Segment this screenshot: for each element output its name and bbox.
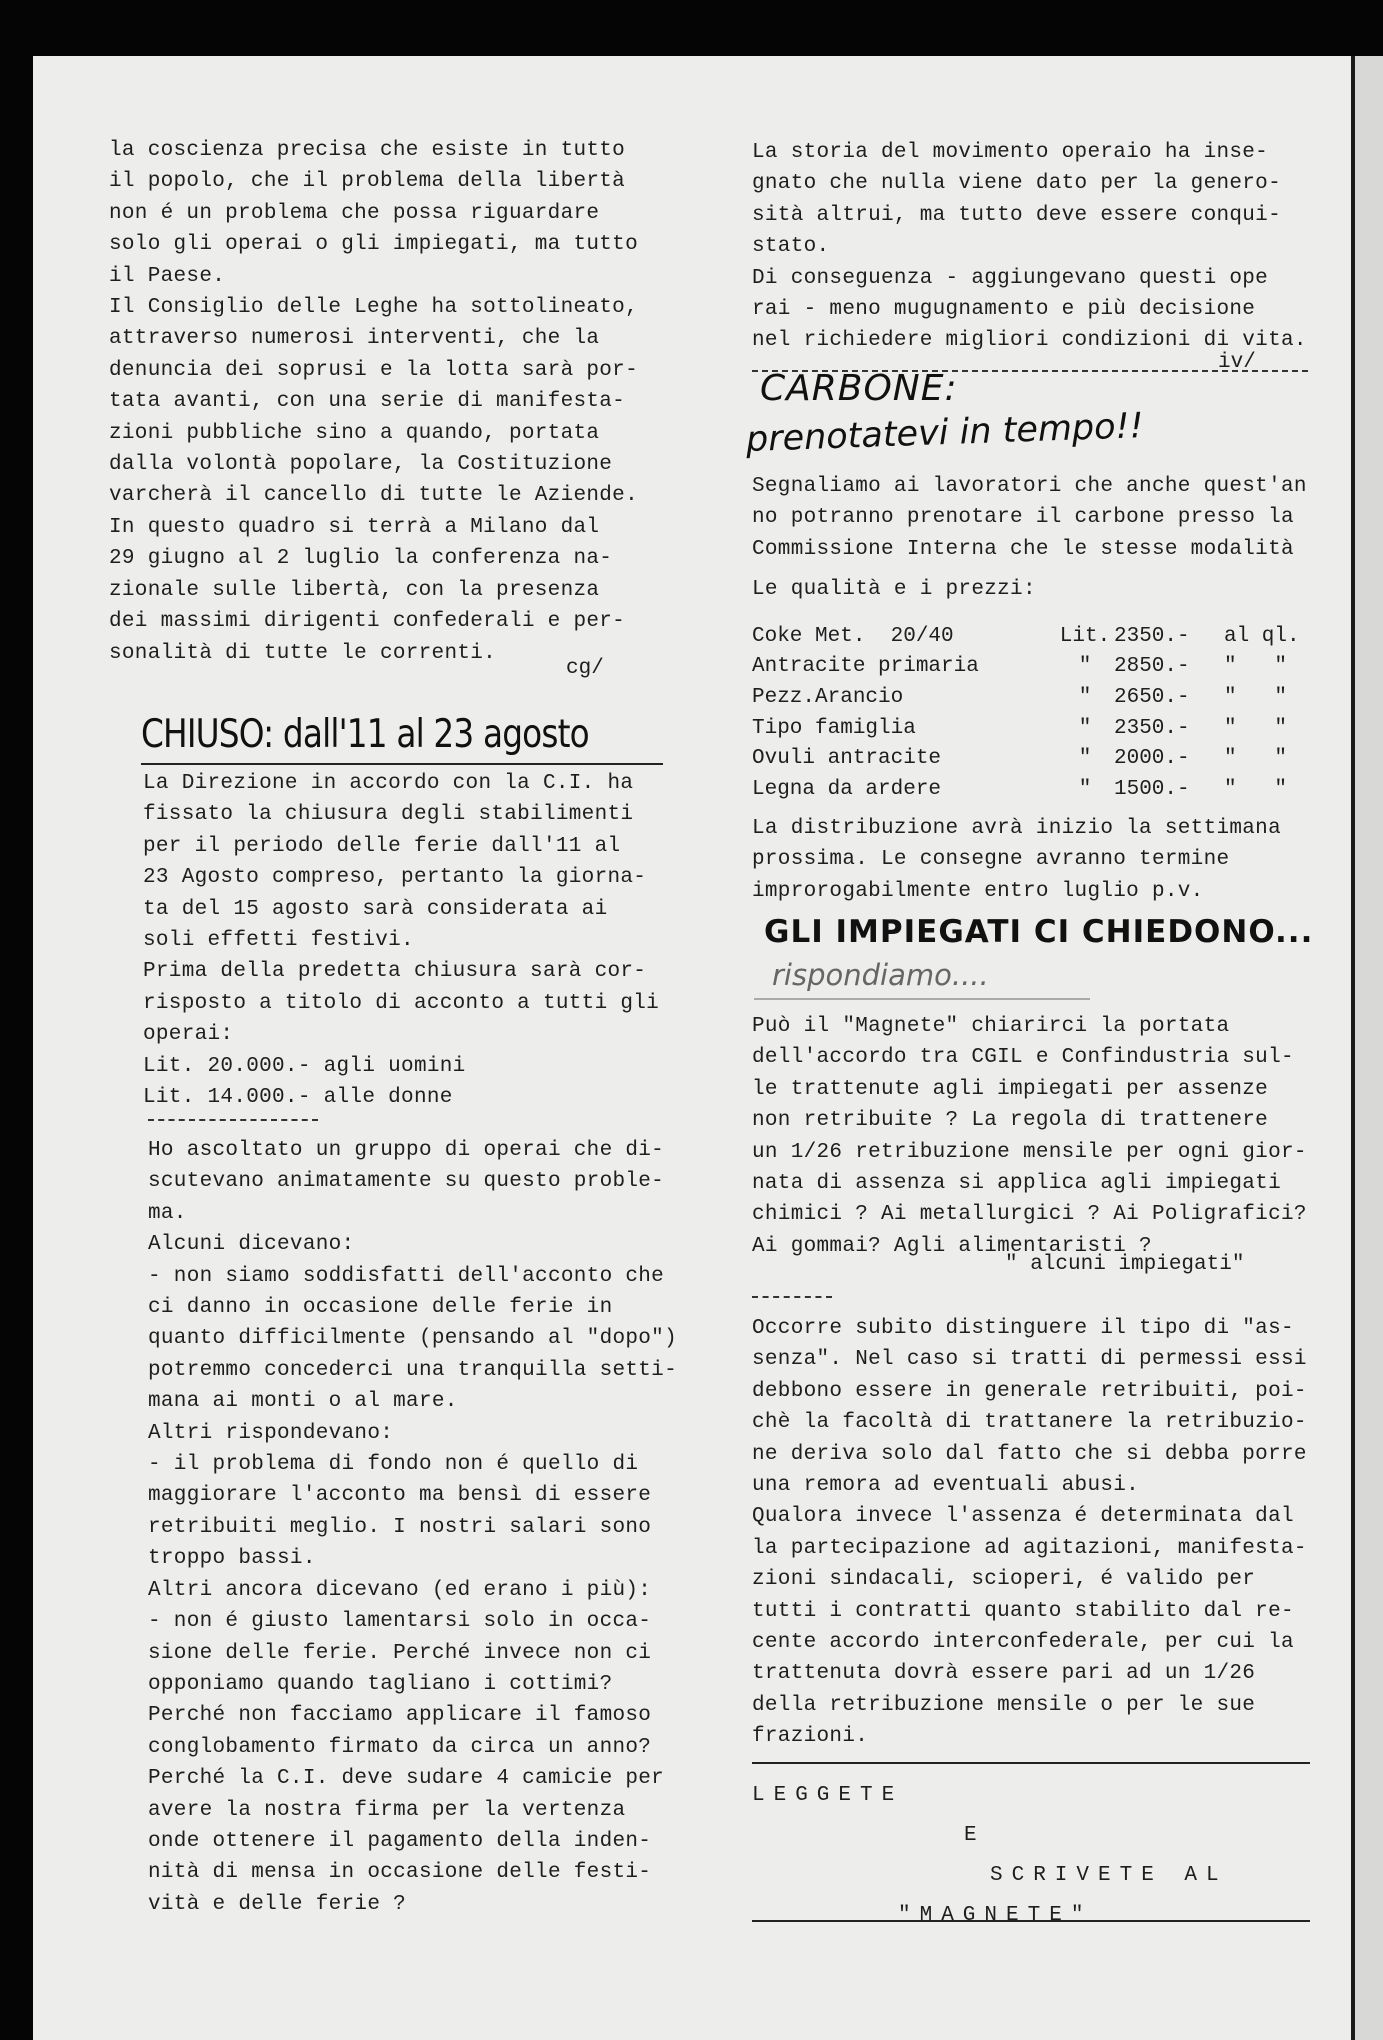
text-line: non retribuite ? La regola di trattenere — [752, 1109, 1269, 1133]
text-line: Di conseguenza - aggiungevano questi ope — [752, 266, 1269, 290]
text-line: chimici ? Ai metallurgici ? Ai Poligrafici? — [752, 1203, 1307, 1227]
text-line: - non é giusto lamentarsi solo in occa- — [148, 1610, 652, 1634]
text-line: maggiorare l'acconto ma bensì di essere — [148, 1484, 652, 1508]
text-line: il Paese. — [109, 264, 226, 288]
price-name-cell: Coke Met. 20/40 — [752, 624, 954, 648]
price-cur-cell: " — [1078, 747, 1092, 771]
footer-line: "MAGNETE" — [898, 1904, 1093, 1927]
text-line: - non siamo soddisfatti dell'acconto che — [148, 1264, 665, 1288]
text-line: 29 giugno al 2 luglio la conferenza na- — [109, 547, 613, 571]
footer-box — [752, 1776, 1228, 1936]
text-line: per il periodo delle ferie dall'11 al — [143, 834, 621, 858]
text-line: la partecipazione ad agitazioni, manifesta- — [752, 1536, 1307, 1560]
text-line: un 1/26 retribuzione mensile per ogni gior- — [752, 1140, 1307, 1164]
text-line: dell'accordo tra CGIL e Confindustria sul- — [752, 1046, 1294, 1070]
impiegati-heading-underline — [754, 998, 1090, 1000]
text-line: onde ottenere il pagamento della inden- — [148, 1829, 652, 1853]
text-line: opponiamo quando tagliano i cottimi? — [148, 1672, 613, 1696]
next-page-edge — [1351, 56, 1383, 2040]
text-line: trattenuta dovrà essere pari ad un 1/26 — [752, 1662, 1256, 1686]
carbone-heading: CARBONE: — [760, 368, 958, 409]
text-line: fissato la chiusura degli stabilimenti — [143, 803, 634, 827]
price-name-cell: Legna da ardere — [752, 777, 942, 801]
price-row — [752, 621, 1324, 652]
footer-line: LEGGETE — [752, 1784, 904, 1807]
carbone-subheading: prenotatevi in tempo!! — [745, 406, 1145, 460]
intro-signature: cg/ — [566, 657, 604, 680]
footer-top-rule — [752, 1762, 1310, 1764]
price-price-cell: 2000.- — [1114, 747, 1190, 771]
carbone-article — [752, 471, 1307, 565]
text-line: zioni sindacali, scioperi, é valido per — [752, 1568, 1256, 1592]
price-price-cell: 2850.- — [1114, 655, 1190, 679]
price-cur-cell: " — [1078, 655, 1092, 679]
price-price-cell: 2350.- — [1114, 624, 1190, 648]
text-line: tata avanti, con una serie di manifesta- — [109, 390, 626, 414]
text-line: solo gli operai o gli impiegati, ma tutto — [109, 233, 638, 257]
price-cur-cell: " — [1078, 716, 1092, 740]
price-row — [752, 713, 1324, 744]
price-unit-cell: " " — [1224, 655, 1288, 679]
answer-article — [752, 1313, 1307, 1753]
price-unit-cell: al ql. — [1224, 624, 1300, 648]
text-line: frazioni. — [752, 1725, 869, 1749]
text-line: troppo bassi. — [148, 1547, 316, 1571]
text-line: gnato che nulla viene dato per la genero- — [752, 172, 1281, 196]
text-line: Ho ascoltato un gruppo di operai che di- — [148, 1139, 665, 1162]
impiegati-heading: GLI IMPIEGATI CI CHIEDONO... — [764, 914, 1314, 950]
text-line: attraverso numerosi interventi, che la — [109, 327, 600, 351]
text-line: La distribuzione avrà inizio la settimana — [752, 817, 1281, 840]
text-line: operai: — [143, 1023, 234, 1047]
text-line: conglobamento firmato da circa un anno? — [148, 1735, 652, 1759]
footer-line: E — [964, 1824, 986, 1847]
price-row — [752, 652, 1324, 683]
price-price-cell: 2350.- — [1114, 716, 1190, 740]
footer-line: SCRIVETE AL — [990, 1864, 1228, 1887]
question-signature: " alcuni impiegati" — [1005, 1253, 1245, 1276]
price-unit-cell: " " — [1224, 777, 1288, 801]
question-article — [752, 1011, 1307, 1262]
text-line: Il Consiglio delle Leghe ha sottolineato, — [109, 296, 638, 320]
price-name-cell: Tipo famiglia — [752, 716, 916, 740]
price-cur-cell: " — [1078, 777, 1092, 801]
distribution-article — [752, 813, 1281, 907]
text-line: La storia del movimento operaio ha inse- — [752, 141, 1269, 164]
text-line: una remora ad eventuali abusi. — [752, 1474, 1140, 1498]
text-line: La Direzione in accordo con la C.I. ha — [143, 772, 634, 795]
text-line: nità di mensa in occasione delle festi- — [148, 1861, 652, 1885]
text-line: Altri rispondevano: — [148, 1421, 394, 1445]
text-line: - il problema di fondo non é quello di — [148, 1453, 639, 1477]
price-unit-cell: " " — [1224, 716, 1288, 740]
text-line: nel richiedere migliori condizioni di vita. — [752, 329, 1307, 353]
text-line: improrogabilmente entro luglio p.v. — [752, 879, 1204, 903]
text-line: prossima. Le consegne avranno termine — [752, 848, 1230, 872]
text-line: retribuiti meglio. I nostri salari sono — [148, 1515, 652, 1539]
text-line: ta del 15 agosto sarà considerata ai — [143, 897, 608, 921]
text-line: ma. — [148, 1201, 187, 1225]
text-line: sonalità di tutte le correnti. — [109, 641, 497, 665]
text-line: no potranno prenotare il carbone presso la — [752, 506, 1294, 530]
text-line: potremmo concederci una tranquilla setti- — [148, 1358, 677, 1382]
text-line: ne deriva solo dal fatto che si debba porre — [752, 1442, 1307, 1466]
price-unit-cell: " " — [1224, 747, 1288, 771]
price-row — [752, 682, 1324, 713]
text-line: Ai gommai? Agli alimentaristi ? — [752, 1234, 1152, 1258]
text-line: avere la nostra firma per la vertenza — [148, 1798, 626, 1822]
text-line: ci danno in occasione delle ferie in — [148, 1296, 613, 1320]
price-cur-cell: " — [1078, 685, 1092, 709]
text-line: Lit. 20.000.- agli uomini — [143, 1054, 466, 1078]
price-name-cell: Antracite primaria — [752, 655, 979, 679]
discussion-article — [148, 1135, 677, 1920]
text-line: il popolo, che il problema della libertà — [109, 170, 626, 194]
price-row — [752, 743, 1324, 774]
price-row — [752, 774, 1324, 805]
text-line: Alcuni dicevano: — [148, 1233, 355, 1257]
text-line: della retribuzione mensile o per le sue — [752, 1693, 1256, 1717]
text-line: Altri ancora dicevano (ed erano i più): — [148, 1578, 652, 1602]
text-line: 23 Agosto compreso, pertanto la giorna- — [143, 866, 647, 890]
text-line: zionale sulle libertà, con la presenza — [109, 578, 600, 602]
footer-bottom-rule — [752, 1920, 1310, 1922]
price-price-cell: 2650.- — [1114, 685, 1190, 709]
text-line: le trattenute agli impiegati per assenze — [752, 1077, 1269, 1101]
separator-line — [752, 1296, 832, 1298]
text-line: quanto difficilmente (pensando al "dopo") — [148, 1327, 677, 1351]
text-line: non é un problema che possa riguardare — [109, 201, 600, 225]
price-name-cell: Ovuli antracite — [752, 747, 942, 771]
price-table — [752, 621, 1324, 805]
text-line: tutti i contratti quanto stabilito dal re- — [752, 1599, 1294, 1623]
text-line: denuncia dei soprusi e la lotta sarà por- — [109, 358, 638, 382]
text-line: Commissione Interna che le stesse modalità — [752, 537, 1294, 561]
chiuso-article — [143, 768, 659, 1113]
text-line: debbono essere in generale retribuiti, poi- — [752, 1379, 1307, 1403]
separator-line — [148, 1119, 318, 1121]
text-line: chè la facoltà di trattanere la retribuzio- — [752, 1411, 1307, 1435]
text-line: Occorre subito distinguere il tipo di "as- — [752, 1317, 1294, 1340]
movement-article — [752, 137, 1307, 357]
text-line: nata di assenza si applica agli impiegati — [752, 1172, 1281, 1196]
text-line: la coscienza precisa che esiste in tutto — [109, 139, 626, 162]
text-line: soli effetti festivi. — [143, 929, 414, 953]
text-line: vità e delle ferie ? — [148, 1892, 407, 1916]
text-line: zioni pubbliche sino a quando, portata — [109, 421, 600, 445]
text-line: cente accordo interconfederale, per cui la — [752, 1631, 1294, 1655]
price-cur-cell: Lit. — [1059, 624, 1111, 648]
text-line: rai - meno mugugnamento e più decisione — [752, 298, 1256, 322]
chiuso-heading: CHIUSO: dall'11 al 23 agosto — [141, 712, 589, 757]
intro-article — [109, 135, 638, 669]
text-line: sione delle ferie. Perché invece non ci — [148, 1641, 652, 1665]
movement-signature: iv/ — [1218, 351, 1256, 374]
chiuso-heading-underline — [141, 763, 663, 765]
text-line: dei massimi dirigenti confederali e per- — [109, 610, 626, 634]
text-line: risposto a titolo di acconto a tutti gli — [143, 991, 660, 1015]
text-line: Può il "Magnete" chiarirci la portata — [752, 1015, 1230, 1038]
text-line: Perché la C.I. deve sudare 4 camicie per — [148, 1767, 665, 1791]
impiegati-subheading: rispondiamo.... — [772, 958, 989, 992]
text-line: scutevano animatamente su questo proble- — [148, 1170, 665, 1194]
text-line: Lit. 14.000.- alle donne — [143, 1086, 453, 1110]
text-line: stato. — [752, 235, 830, 259]
text-line: Prima della predetta chiusura sarà cor- — [143, 960, 647, 984]
price-unit-cell: " " — [1224, 685, 1288, 709]
text-line: dalla volontà popolare, la Costituzione — [109, 453, 613, 477]
price-price-cell: 1500.- — [1114, 777, 1190, 801]
text-line: varcherà il cancello di tutte le Aziende. — [109, 484, 638, 508]
text-line: Perché non facciamo applicare il famoso — [148, 1704, 652, 1728]
price-name-cell: Pezz.Arancio — [752, 685, 904, 709]
text-line: Qualora invece l'assenza é determinata dal — [752, 1505, 1294, 1529]
text-line: senza". Nel caso si tratti di permessi essi — [752, 1348, 1307, 1372]
page-fold-shadow — [1351, 56, 1355, 2040]
text-line: Segnaliamo ai lavoratori che anche quest'an — [752, 475, 1307, 498]
prices-intro: Le qualità e i prezzi: — [752, 578, 1036, 601]
text-line: In questo quadro si terrà a Milano dal — [109, 515, 600, 539]
text-line: sità altrui, ma tutto deve essere conqui- — [752, 203, 1281, 227]
text-line: mana ai monti o al mare. — [148, 1390, 458, 1414]
